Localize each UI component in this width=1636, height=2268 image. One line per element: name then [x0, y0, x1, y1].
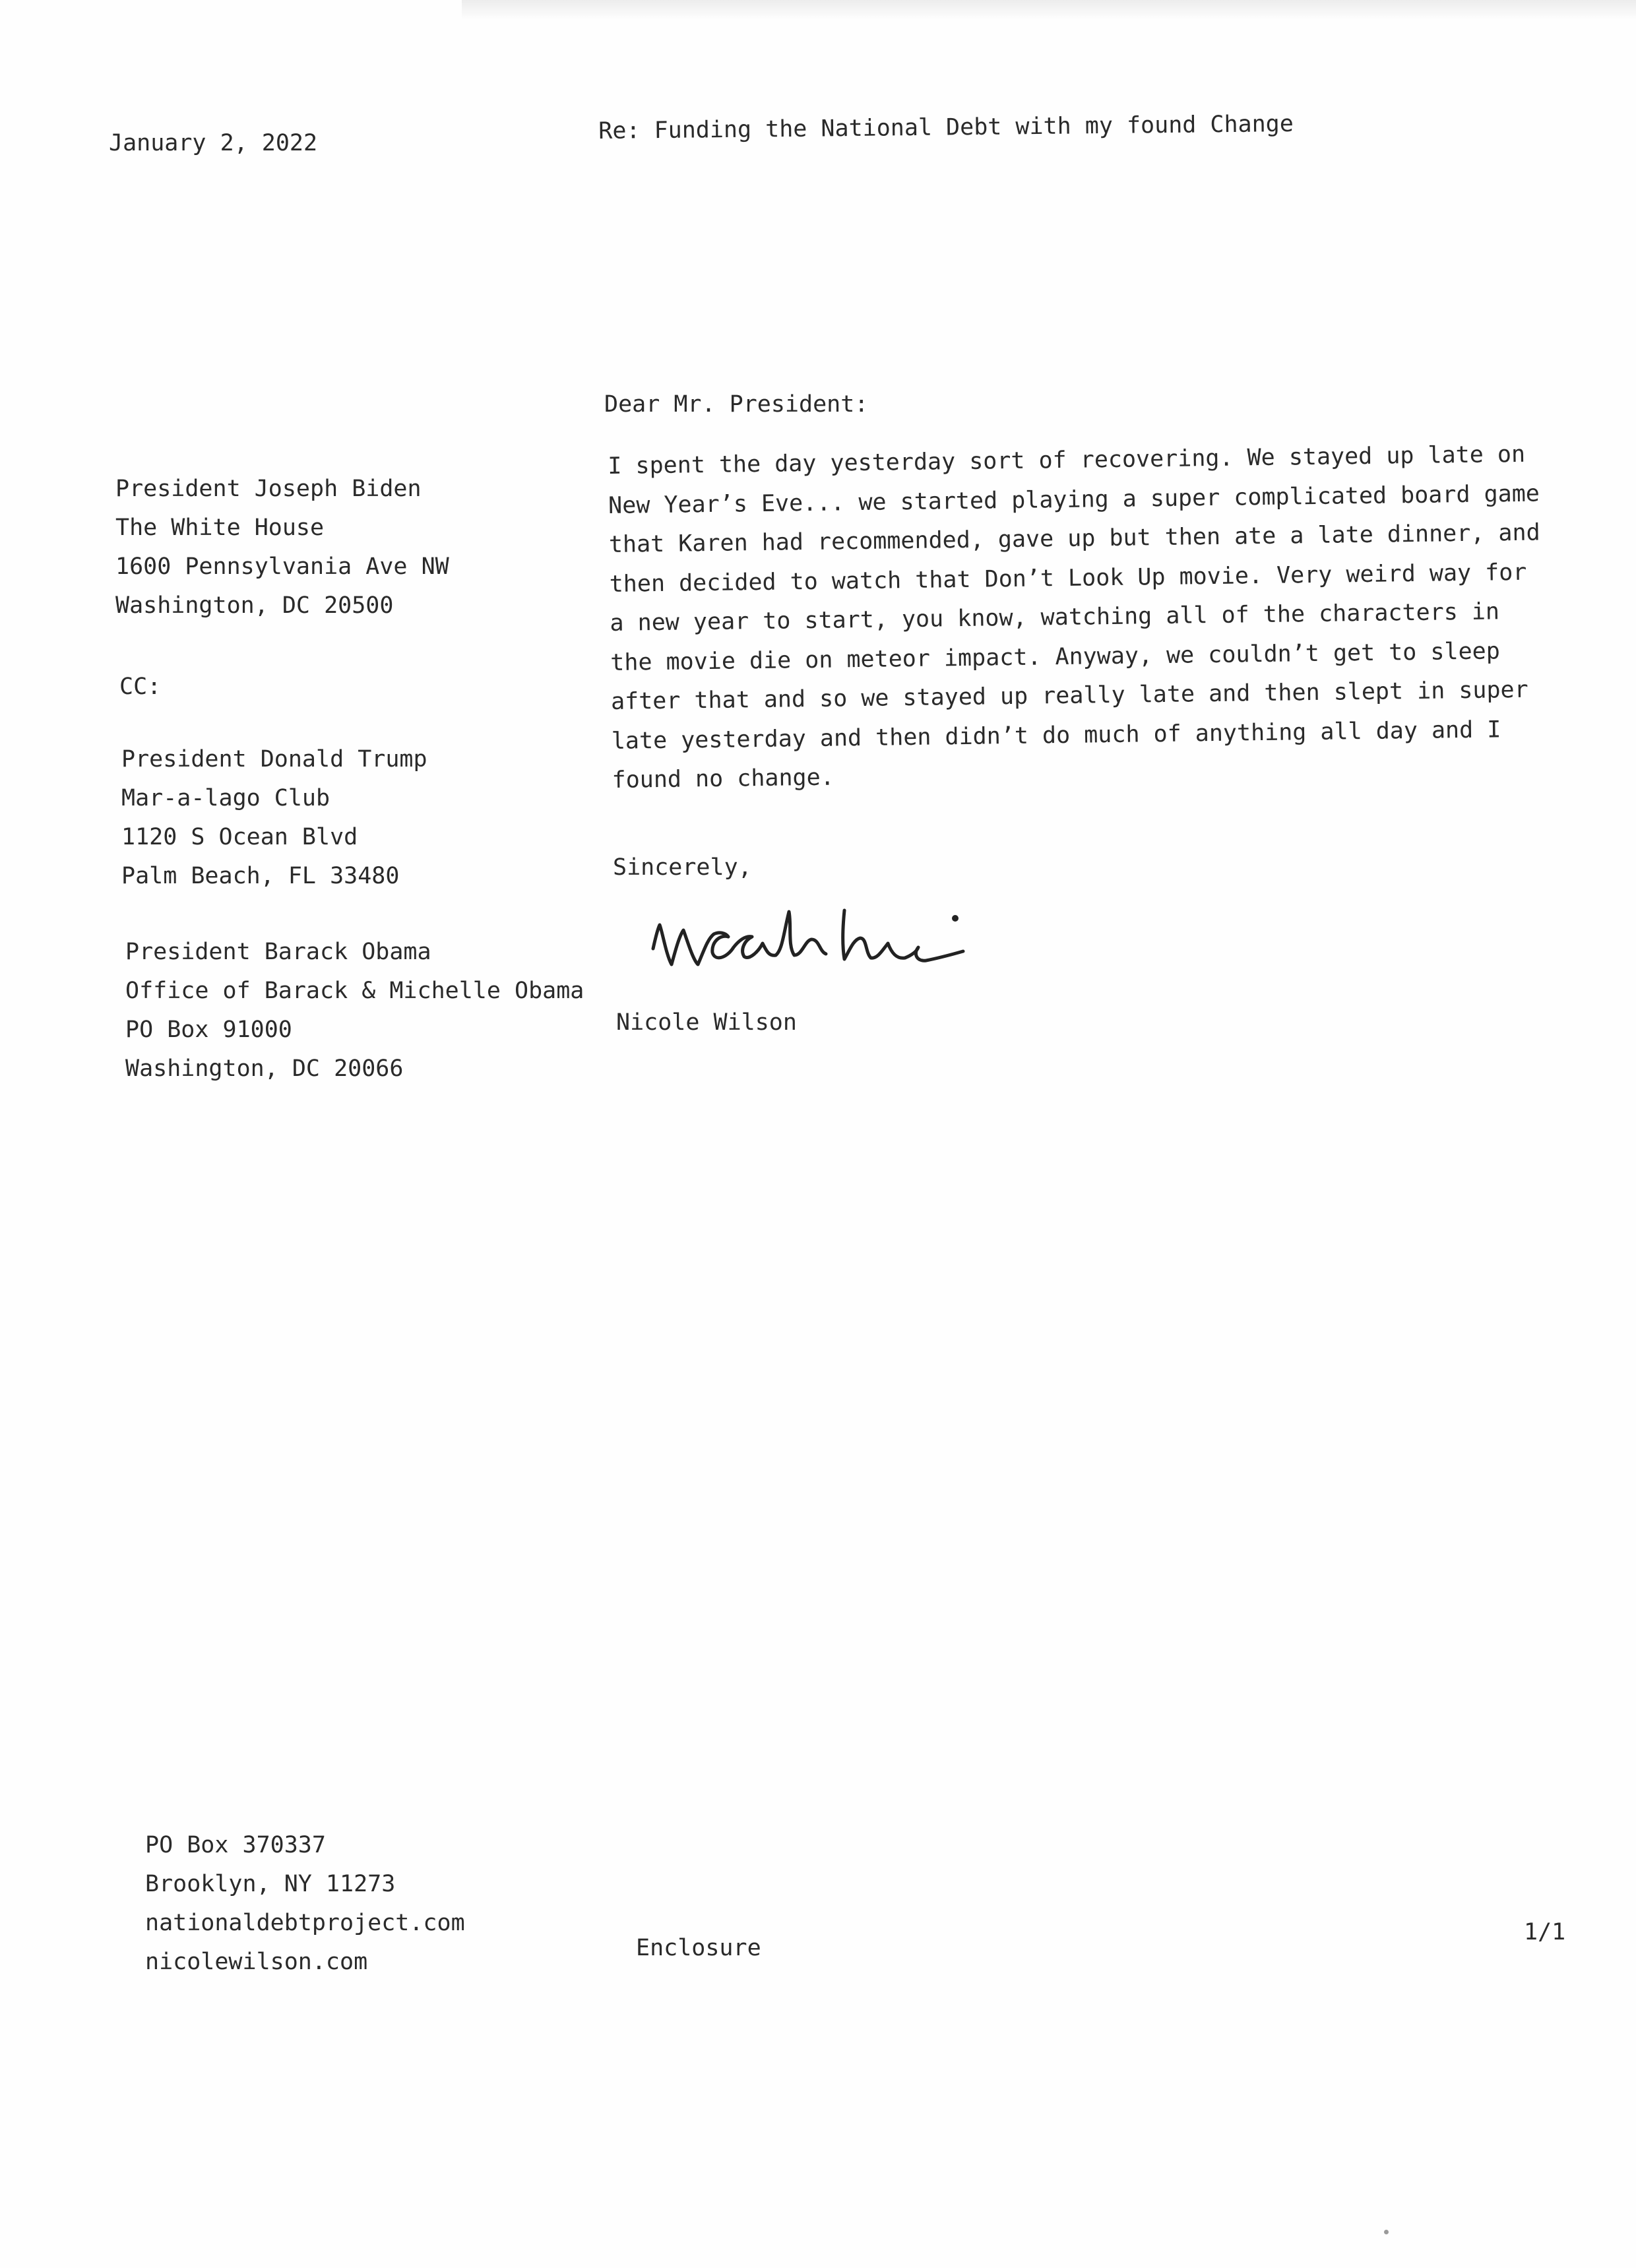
- page-number: 1/1: [1524, 1919, 1566, 1945]
- body-line: New Year’s Eve... we started playing a super complicated board game: [608, 480, 1540, 519]
- cc-address-trump: [121, 740, 427, 896]
- handwritten-signature: [646, 877, 990, 983]
- sender-website-1: nationaldebtproject.com: [145, 1910, 465, 1936]
- cc-line-3: Palm Beach, FL 33480: [121, 863, 400, 889]
- letter-date: January 2, 2022: [109, 130, 318, 156]
- cc-line-1: Mar-a-lago Club: [121, 785, 330, 811]
- cc-name: President Barack Obama: [125, 939, 431, 965]
- cc-name: President Donald Trump: [121, 746, 427, 772]
- closing: Sincerely,: [613, 854, 752, 881]
- body-line: I spent the day yesterday sort of recovering. We stayed up late on: [608, 441, 1526, 480]
- body-line: after that and so we stayed up really late and then slept in super: [610, 676, 1528, 715]
- cc-label: CC:: [119, 674, 162, 700]
- sender-website-2: nicolewilson.com: [145, 1949, 368, 1975]
- sender-line-1: PO Box 370337: [145, 1832, 326, 1858]
- recipient-name: President Joseph Biden: [115, 476, 422, 502]
- body-line: that Karen had recommended, gave up but then ate a late dinner, and: [608, 519, 1540, 558]
- salutation: Dear Mr. President:: [604, 391, 869, 418]
- body-line: found no change.: [612, 764, 834, 794]
- body-line: a new year to start, you know, watching all of the characters in: [610, 598, 1500, 637]
- recipient-address: [115, 470, 449, 625]
- cc-line-3: Washington, DC 20066: [125, 1055, 404, 1082]
- body-line: then decided to watch that Don’t Look Up movie. Very weird way for: [609, 559, 1527, 598]
- recipient-line-3: Washington, DC 20500: [115, 592, 394, 619]
- letter-subject: Re: Funding the National Debt with my found Change: [598, 110, 1294, 144]
- cc-line-1: Office of Barack & Michelle Obama: [125, 978, 584, 1004]
- body-line: late yesterday and then didn’t do much of anything all day and I: [611, 716, 1501, 755]
- recipient-line-2: 1600 Pennsylvania Ave NW: [115, 553, 449, 580]
- scan-edge-shadow: [462, 0, 1636, 20]
- cc-line-2: 1120 S Ocean Blvd: [121, 824, 358, 850]
- sender-line-2: Brooklyn, NY 11273: [145, 1871, 396, 1897]
- letter-body: [608, 435, 1549, 800]
- scan-speck: [1384, 2230, 1389, 2234]
- cc-line-2: PO Box 91000: [125, 1017, 292, 1043]
- body-line: the movie die on meteor impact. Anyway, we couldn’t get to sleep: [610, 637, 1501, 676]
- cc-address-obama: [125, 933, 584, 1088]
- recipient-line-1: The White House: [115, 515, 325, 541]
- signer-name: Nicole Wilson: [616, 1009, 797, 1036]
- sender-address: [145, 1826, 465, 1982]
- enclosure-note: Enclosure: [636, 1935, 761, 1961]
